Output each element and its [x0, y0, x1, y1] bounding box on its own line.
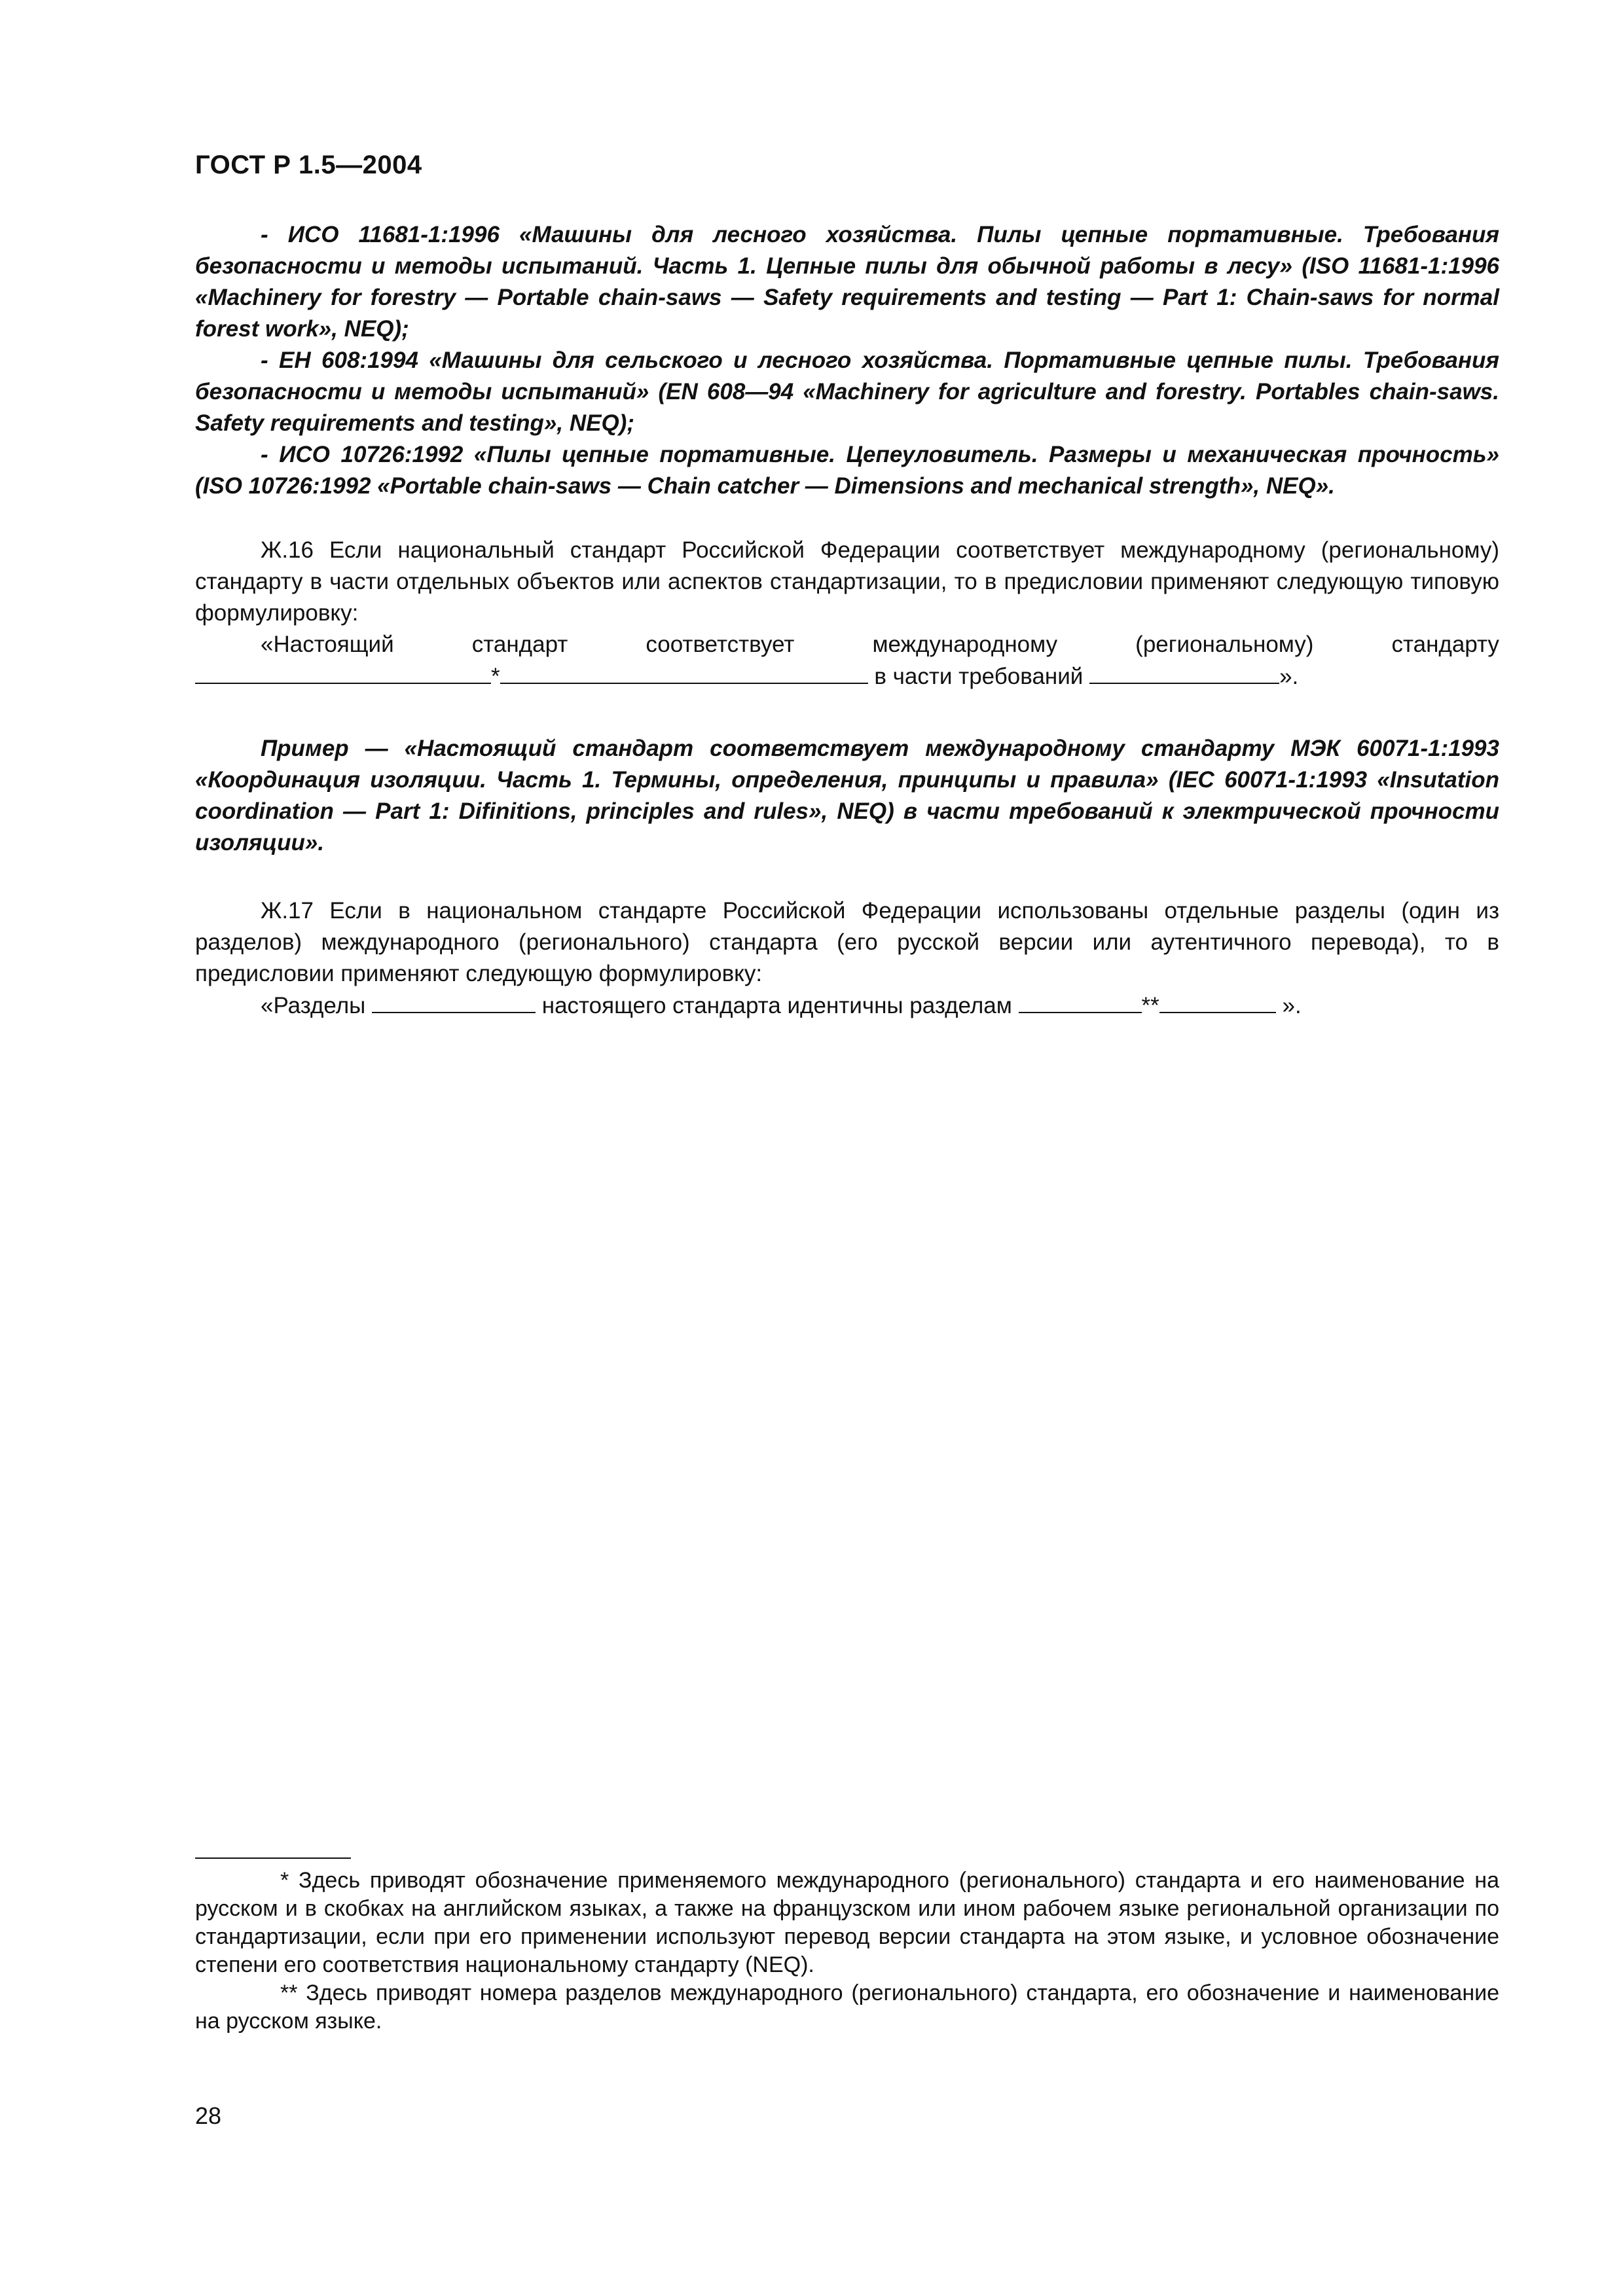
- section-16-paragraph: Ж.16 Если национальный стандарт Российской Федерации соответствует международному (региональному) стандарту в части отдельных объектов или аспектов стандартизации, то в предисловии применяют следующую типовую формулировку:: [195, 537, 1499, 626]
- formula-word: стандарту: [1391, 632, 1499, 657]
- footnote-divider: [195, 1857, 351, 1859]
- section-16-formula-line-2: [195, 660, 1499, 692]
- page-number: 28: [195, 2102, 222, 2129]
- section-17-formula: [195, 990, 1499, 1022]
- formula-word: соответствует: [646, 632, 795, 657]
- blank-field: [500, 660, 868, 684]
- blank-field: [1089, 660, 1279, 684]
- formula-text: «Разделы: [261, 993, 373, 1018]
- list-item-iso-10726: - ИСО 10726:1992 «Пилы цепные портативные. Цепеуловитель. Размеры и механическая прочность» (ISO 10726:1992 «Portable chain-saws — Chain catcher — Dimensions and mechanical strength», NEQ».: [195, 442, 1499, 499]
- section-17-paragraph: Ж.17 Если в национальном стандарте Российской Федерации использованы отдельные разделы (один из разделов) международного (регионального) стандарта (его русской версии или аутентичного перевода), то в предисловии применяют следующую формулировку:: [195, 898, 1499, 986]
- formula-word: «Настоящий: [261, 632, 394, 657]
- formula-text: в части требований: [867, 664, 1090, 689]
- formula-text: настоящего стандарта идентичны разделам: [536, 993, 1019, 1018]
- section-16-formula-line-1: [195, 629, 1499, 660]
- example-paragraph: Пример — «Настоящий стандарт соответствует международному стандарту МЭК 60071-1:1993 «Координация изоляции. Часть 1. Термины, определения, принципы и правила» (IEC 60071-1:1993 «Insutation coordination — Part 1: Difinitions, principles and rules», NEQ) в части требований к электрической прочности изоляции».: [195, 736, 1499, 855]
- footnote-marker-star: *: [491, 664, 500, 689]
- blank-field: [1019, 990, 1142, 1013]
- footnote-1: * Здесь приводят обозначение применяемого международного (регионального) стандарта и его наименование на русском и в скобках на английском языках, а также на французском или ином рабочем языке региональной организации по стандартизации, если при его применении используют перевод версии стандарта на этом языке, и условное обозначение степени его соответствия национальному стандарту (NEQ).: [195, 1868, 1499, 1977]
- footnote-marker-double-star: **: [1141, 993, 1159, 1018]
- formula-word: (региональному): [1135, 632, 1314, 657]
- blank-field: [1159, 990, 1276, 1013]
- blank-field: [195, 660, 491, 684]
- document-header: ГОСТ Р 1.5—2004: [195, 151, 422, 179]
- formula-word: международному: [872, 632, 1058, 657]
- footnotes: [195, 1867, 1499, 2036]
- main-content: [195, 219, 1499, 1022]
- formula-end: ».: [1275, 993, 1302, 1018]
- list-item-en-608: - ЕН 608:1994 «Машины для сельского и лесного хозяйства. Портативные цепные пилы. Требования безопасности и методы испытаний» (EN 608—94 «Machinery for agriculture and forestry. Portables chain-saws. Safety requirements and testing», NEQ);: [195, 348, 1499, 436]
- list-item-iso-11681: - ИСО 11681-1:1996 «Машины для лесного хозяйства. Пилы цепные портативные. Требования безопасности и методы испытаний. Часть 1. Цепные пилы для обычной работы в лесу» (ISO 11681-1:1996 «Machinery for forestry — Portable chain-saws — Safety requirements and testing — Part 1: Chain-saws for normal forest work», NEQ);: [195, 222, 1499, 342]
- formula-end: ».: [1279, 664, 1299, 689]
- blank-field: [372, 990, 536, 1013]
- footnote-2: ** Здесь приводят номера разделов международного (регионального) стандарта, его обозначение и наименование на русском языке.: [195, 1981, 1499, 2034]
- formula-word: стандарт: [471, 632, 568, 657]
